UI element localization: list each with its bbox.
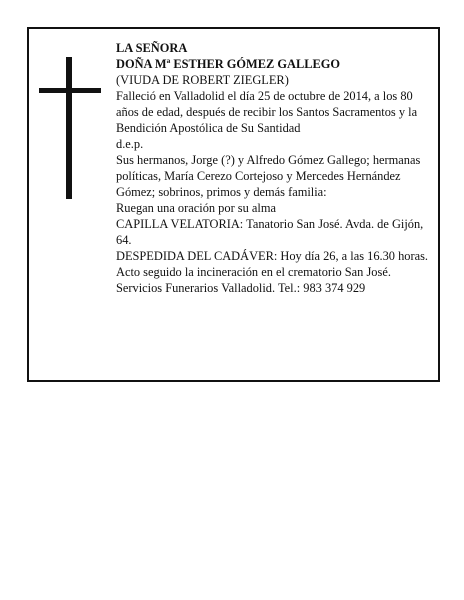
latin-cross-icon (39, 57, 101, 199)
prayer-line: Ruegan una oración por su alma (116, 201, 276, 215)
services-line: Servicios Funerarios Valladolid. Tel.: 983 374 929 (116, 281, 366, 295)
widow-line: (VIUDA DE ROBERT ZIEGLER) (116, 73, 289, 87)
chapel-paragraph: CAPILLA VELATORIA: Tanatorio San José. Avda. de Gijón, 64. (116, 217, 424, 247)
family-paragraph: Sus hermanos, Jorge (?) y Alfredo Gómez Gallego; hermanas políticas, María Cerezo Cortejoso y Mercedes Hernández Gómez; sobrinos, primos y demás familia: (116, 153, 421, 199)
deceased-name: DOÑA Mª ESTHER GÓMEZ GALLEGO (116, 57, 341, 71)
rip-line: d.e.p. (116, 137, 144, 151)
notice-title: LA SEÑORA (116, 41, 188, 55)
obituary-text (116, 40, 434, 296)
obituary-notice-frame (27, 27, 440, 382)
farewell-paragraph: DESPEDIDA DEL CADÁVER: Hoy día 26, a las 16.30 horas. Acto seguido la incineración en el crematorio San José. (116, 249, 429, 279)
death-paragraph: Falleció en Valladolid el día 25 de octubre de 2014, a los 80 años de edad, después de recibir los Santos Sacramentos y la Bendición Apostólica de Su Santidad (116, 89, 418, 135)
